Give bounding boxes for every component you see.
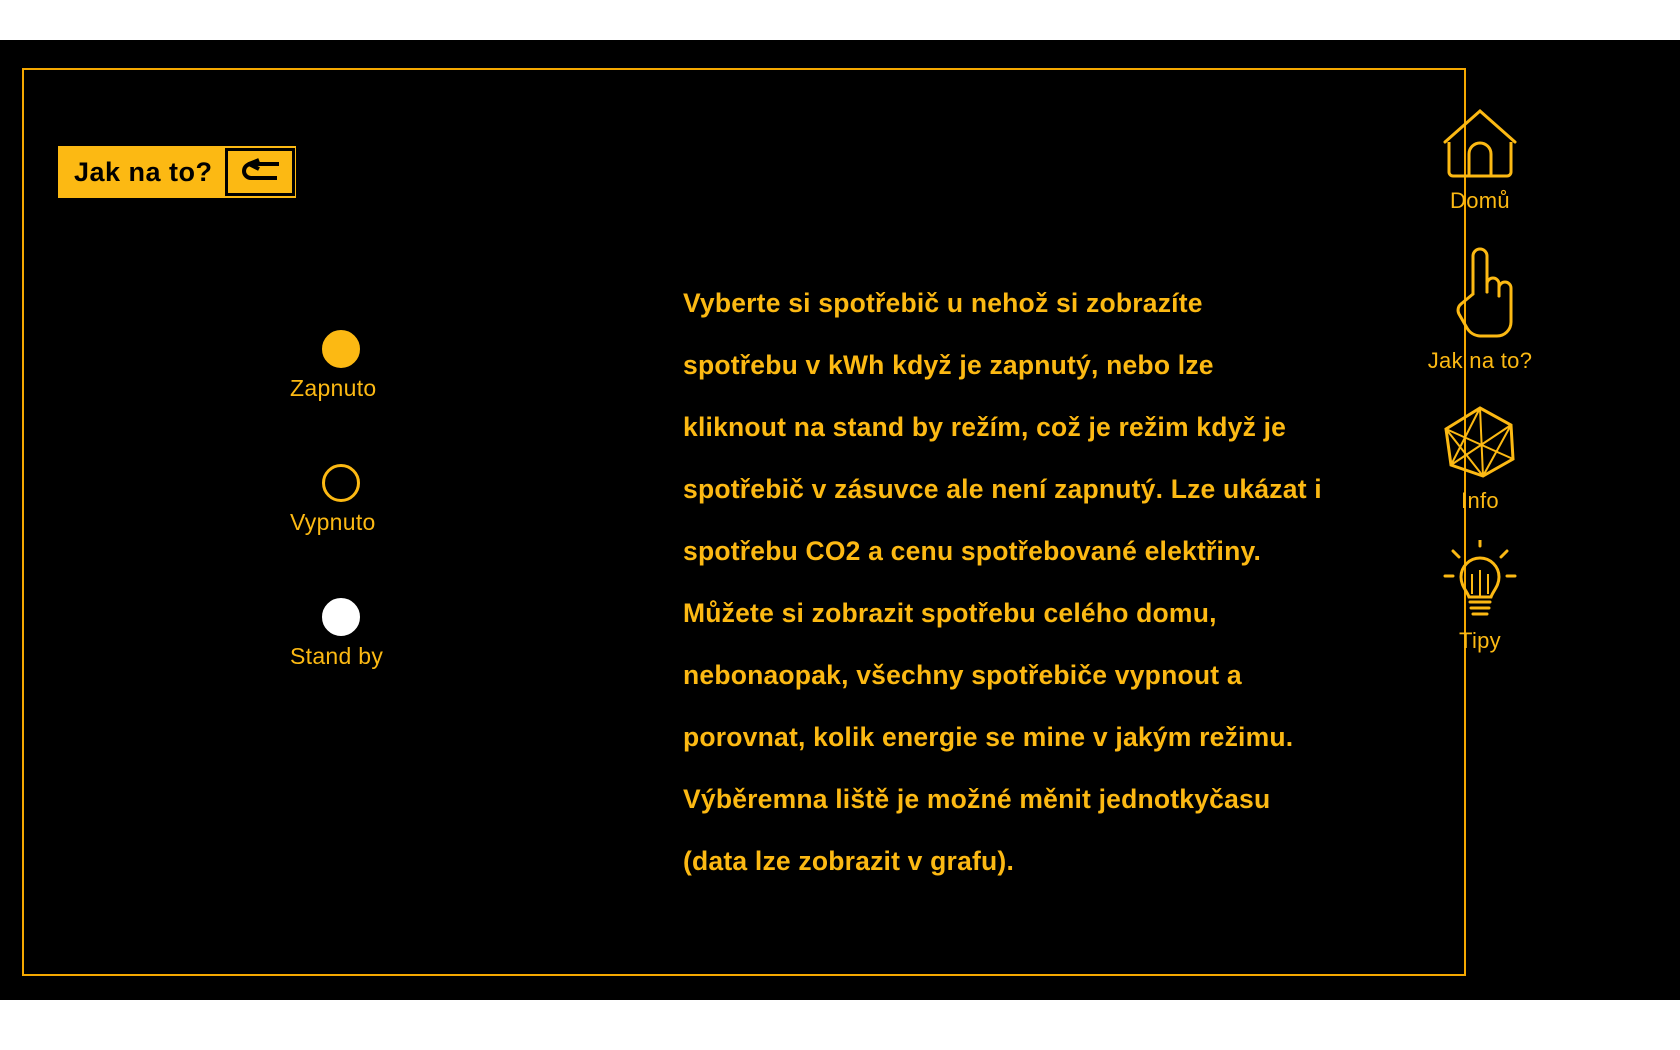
howto-button-label: Jak na to? xyxy=(74,156,213,187)
side-navigation xyxy=(1400,100,1560,680)
white-circle-icon xyxy=(322,598,360,636)
nav-item-howto[interactable] xyxy=(1400,240,1560,374)
nav-label-howto: Jak na to? xyxy=(1427,348,1533,373)
nav-item-tips[interactable] xyxy=(1400,540,1560,654)
legend-label-standby: Stand by xyxy=(290,643,384,669)
legend-item-standby xyxy=(290,598,510,670)
filled-circle-icon xyxy=(322,330,360,368)
nav-label-home: Domů xyxy=(1450,188,1510,213)
legend-label-on: Zapnuto xyxy=(290,375,377,401)
instructions-paragraph: Vyberte si spotřebič u nehož si zobrazíte spotřebu v kWh když je zapnutý, nebo lze kliknout na stand by režím, což je režim když je spotřebič v zásuvce ale není zapnutý. Lze ukázat i spotřebu CO2 a cenu spotřebované elektřiny. Můžete si zobrazit spotřebu celého domu, nebonaopak, všechny spotřebiče vypnout a porovnat, kolik energie se mine v jakým režimu. Výběremna liště je možné měnit jednotkyčasu (data lze zobrazit v grafu). xyxy=(683,288,1322,876)
back-arrow-icon[interactable] xyxy=(225,148,295,196)
screen-stage xyxy=(0,40,1680,1000)
polygon-info-icon xyxy=(1400,400,1560,484)
nav-item-home[interactable] xyxy=(1400,100,1560,214)
outline-circle-icon xyxy=(322,464,360,502)
legend-item-off xyxy=(290,464,510,536)
home-icon xyxy=(1400,100,1560,184)
legend-label-off: Vypnuto xyxy=(290,509,376,535)
nav-item-info[interactable] xyxy=(1400,400,1560,514)
howto-back-button[interactable] xyxy=(58,146,296,198)
nav-label-info: Info xyxy=(1461,488,1499,513)
back-arrow-glyph xyxy=(237,158,283,186)
pointing-hand-icon xyxy=(1400,240,1560,344)
nav-label-tips: Tipy xyxy=(1459,628,1501,653)
legend-item-on xyxy=(290,330,510,402)
lightbulb-icon xyxy=(1400,540,1560,624)
status-legend xyxy=(290,330,510,732)
